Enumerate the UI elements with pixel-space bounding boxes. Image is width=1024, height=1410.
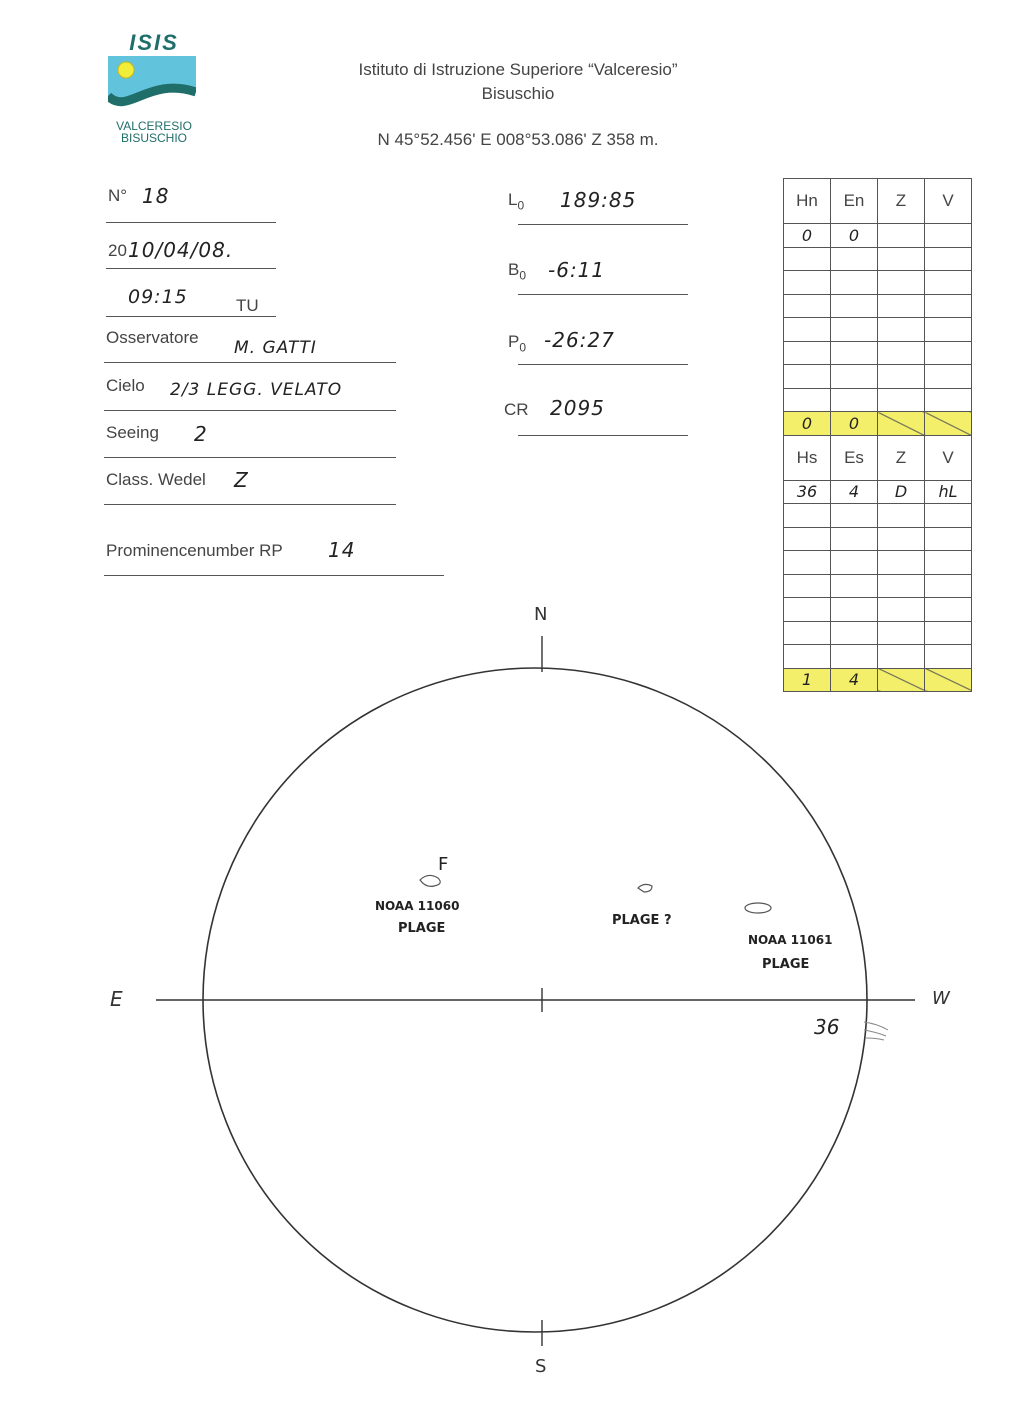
north-total-e: 0	[831, 412, 878, 436]
cr-label: CR	[504, 400, 529, 419]
region3-line2: PLAGE	[762, 957, 810, 972]
header-zs: Z	[878, 435, 925, 480]
wedel-value: Z	[234, 468, 249, 492]
time-unit: TU	[236, 296, 259, 315]
p0-subscript: 0	[519, 340, 527, 355]
north-en-value: 0	[831, 224, 878, 248]
region3-line1: NOAA 11061	[748, 933, 833, 947]
sky-value: 2/3 LEGG. VELATO	[170, 380, 343, 400]
p0-letter: P	[508, 332, 520, 351]
institute-town: Bisuschio	[481, 84, 555, 103]
header-vn: V	[925, 179, 972, 224]
header-hn: Hn	[784, 179, 831, 224]
logo-caption-line1: VALCERESIO	[116, 119, 192, 133]
header-en: En	[831, 179, 878, 224]
north-total-h: 0	[784, 412, 831, 436]
observer-value: M. GATTI	[234, 338, 317, 358]
south-total-e: 4	[831, 668, 878, 692]
region2-sketch	[638, 884, 652, 892]
north-hn-value: 0	[784, 224, 831, 248]
b0-value: -6:11	[548, 258, 606, 282]
region1-sketch	[420, 875, 440, 886]
l0-letter: L	[508, 190, 518, 209]
limb-prominence-number: 36	[814, 1015, 840, 1039]
number-value: 18	[142, 184, 170, 208]
south-z-value: D	[878, 480, 925, 504]
date-prefix: 20	[108, 241, 127, 260]
south-hs-value: 36	[784, 480, 831, 504]
south-es-value: 4	[831, 480, 878, 504]
time-value: 09:15	[128, 286, 188, 308]
south-total-h: 1	[784, 668, 831, 692]
prominence-label: Prominencenumber RP	[106, 541, 283, 560]
limb-prominence-sketch	[864, 1022, 888, 1040]
b0-letter: B	[508, 260, 520, 279]
region1-tag: F	[438, 854, 449, 875]
l0-subscript: 0	[517, 198, 525, 213]
region2-line1: PLAGE ?	[612, 913, 672, 928]
l0-value: 189:85	[560, 188, 637, 212]
header-zn: Z	[878, 179, 925, 224]
date-value: 10/04/08.	[128, 238, 234, 262]
region1-line2: PLAGE	[398, 921, 446, 936]
number-label: N°	[108, 186, 128, 205]
cr-value: 2095	[550, 396, 605, 420]
observer-label: Osservatore	[106, 328, 199, 347]
region3-sketch	[745, 903, 771, 913]
header-vs: V	[925, 435, 972, 480]
south-v-value: hL	[925, 480, 972, 504]
west-label: W	[932, 988, 950, 1009]
header-hs: Hs	[784, 435, 831, 480]
east-label: E	[110, 987, 123, 1011]
observatory-coordinates: N 45°52.456' E 008°53.086' Z 358 m.	[377, 130, 659, 149]
seeing-label: Seeing	[106, 423, 159, 442]
prominence-value: 14	[328, 538, 356, 562]
logo-caption-line2: BISUSCHIO	[120, 131, 187, 145]
sky-label: Cielo	[106, 376, 145, 395]
region1-line1: NOAA 11060	[375, 899, 460, 913]
wedel-label: Class. Wedel	[106, 470, 206, 489]
b0-subscript: 0	[519, 268, 527, 283]
south-label: S	[535, 1356, 547, 1377]
seeing-value: 2	[194, 422, 208, 446]
p0-value: -26:27	[544, 328, 615, 352]
header-es: Es	[831, 435, 878, 480]
north-label: N	[534, 604, 548, 625]
institute-name: Istituto di Istruzione Superiore “Valceresio”	[358, 60, 678, 79]
logo-mark: ISIS	[129, 30, 179, 55]
